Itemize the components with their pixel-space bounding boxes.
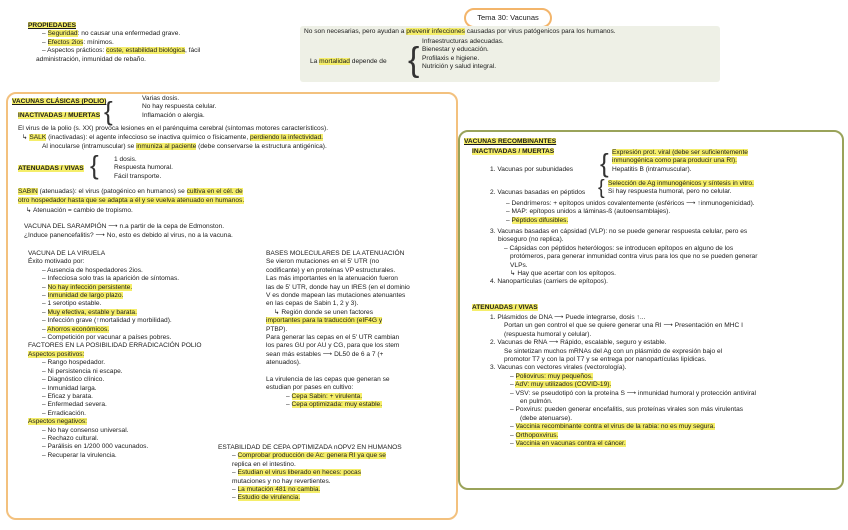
peptidos-list	[608, 180, 754, 197]
efectos-text: : mínimos.	[83, 38, 114, 46]
list-item: Inflamación o alergia.	[142, 111, 205, 119]
aspectos-text-2: administración, inmunidad de rebaño.	[36, 55, 146, 63]
brace-icon: {	[90, 150, 99, 180]
brace-icon: {	[598, 177, 605, 199]
list-item: – Infección grave (↑mortalidad y morbilidad).	[42, 317, 172, 325]
bases-line: ↳ Región donde se unen factores	[274, 308, 374, 316]
aspectos-text: , fácil	[184, 47, 201, 55]
list-item: – Vaccinia en vacunas contra el cáncer.	[510, 440, 626, 448]
list-item: 1 dosis.	[114, 156, 137, 163]
list-item: – Rechazo cultural.	[42, 434, 99, 442]
list-item: – MAP: epítopos unidos a láminas-ß (autoensamblajes).	[506, 208, 671, 216]
bases-line: Las más importantes en la atenuación fueron	[266, 275, 398, 283]
vlp-line: 3. Vacunas basadas en cápsidad (VLP): no se puede generar respuesta celular, pero es	[490, 228, 748, 235]
efectos-label: Efectos 2ios	[47, 38, 84, 46]
list-item: – Estudian el virus liberado en heces: pocas	[232, 469, 362, 477]
negativos-heading: Aspectos negativos:	[28, 418, 88, 426]
bases-line: Se vieron mutaciones en el 5' UTR (no	[266, 258, 380, 266]
bases-line: codificante) y en proteínas VP estructurales.	[266, 266, 396, 274]
aspectos-highlight: coste, estabilidad biológica	[106, 47, 185, 55]
list-item: – No hay infección persistente.	[42, 283, 133, 291]
sabin-line: SABIN (atenuadas): el virus (patogénico en humanos) se cultiva en el cél. de	[18, 188, 243, 195]
peptidos-label: 2. Vacunas basadas en péptidos	[490, 189, 586, 196]
list-item: Expresión prot. viral (debe ser suficientemente	[612, 149, 748, 156]
subunidades-label: 1. Vacunas por subunidades	[490, 166, 574, 173]
list-item: – Poxvirus: pueden generar encefalitis, sus proteínas virales son más virulentas	[510, 406, 744, 414]
list-item: – Comprobar producción de Ac: genera RI ya que se	[232, 452, 386, 460]
list-item: Respuesta humoral.	[114, 164, 174, 172]
propiedades-heading: PROPIEDADES	[28, 22, 76, 29]
atenuadas-heading: ATENUADAS / VIVAS	[472, 304, 538, 311]
list-item: replica en el intestino.	[232, 460, 296, 468]
list-item: – Orthopoxvirus.	[510, 431, 559, 439]
list-item: – No hay consenso universal.	[42, 426, 129, 434]
bases-line: los pares GU por AU y CG, para que los stem	[266, 342, 400, 350]
list-item: – VSV: se pseudotipó con la proteína S ⟶ inmunidad humoral y protección antiviral	[510, 389, 756, 397]
bases-line: sean más estables ⟶ DL50 de 6 a 7 (+	[266, 350, 384, 358]
virulencia-heading: La virulencia de las cepas que generan se	[266, 375, 390, 383]
list-item: protómeros, para generar inmunidad contra virus para los que no se pueden generar	[510, 253, 758, 261]
seguridad-label: Seguridad	[47, 30, 78, 38]
estabilidad-section	[218, 444, 454, 503]
list-item: Si hay respuesta humoral, pero no celular.	[608, 188, 732, 196]
peptidos-sublist	[506, 200, 755, 225]
brace-icon: {	[104, 96, 113, 126]
list-item: – Recuperar la virulencia.	[42, 451, 117, 459]
list-item: – AdV: muy utilizados (COVID-19).	[510, 381, 612, 389]
bases-line: las de 5' UTR, donde hay un IRES (en el dominio	[266, 283, 410, 291]
bases-line: Para generar las cepas en el 5' UTR cambian	[266, 334, 400, 342]
list-item: Varias dosis.	[142, 95, 180, 102]
sarampion-line-2: ¿Induce panencefalitis? ⟶ No, esto es debido al virus, no a la vacuna.	[24, 232, 233, 239]
atenuacion-line: ↳ Atenuación = cambio de tropismo.	[26, 207, 133, 214]
intro-line: No son necesarias, pero ayudan a prevenir infecciones causadas por virus patógenicos para los humanos.	[304, 28, 616, 35]
list-item: Fácil transporte.	[114, 172, 162, 180]
list-item: – Estudio de virulencia.	[232, 494, 301, 502]
vacunas-recombinantes-box	[458, 130, 844, 490]
vlp-line: bioseguro (no replica).	[498, 236, 564, 244]
bases-section	[266, 250, 452, 409]
virulencia-heading-2: estudian por pases en cultivo:	[266, 384, 354, 392]
list-item: – Parálisis en 1/200 000 vacunados.	[42, 443, 149, 451]
list-item: – Ahorros económicos.	[42, 325, 110, 333]
list-item: – Diagnóstico clínico.	[42, 376, 105, 384]
list-item: Nutrición y salud integral.	[422, 63, 497, 71]
list-item: (debe atenuarse).	[520, 414, 573, 422]
rna-line: 2. Vacunas de RNA ⟶ Rápido, escalable, seguro y estable.	[490, 339, 667, 347]
list-item: – La mutación 481 no cambia.	[232, 486, 321, 494]
viruela-section	[28, 250, 258, 460]
polio-text: El virus de la polio (s. XX) provoca lesiones en el parénquima cerebral (síntomas motores característicos).	[18, 125, 329, 132]
inactivadas-heading: INACTIVADAS / MUERTAS	[472, 148, 555, 155]
bases-heading: BASES MOLECULARES DE LA ATENUACIÓN	[266, 250, 405, 257]
list-item: – Cápsidas con péptidos heterólogos: se introducen epítopos en alguno de los	[504, 244, 734, 252]
list-item: – Dendrímeros: + epítopos unidos covalentemente (esféricos ⟶ ↑inmunogenicidad).	[506, 200, 755, 207]
salk-line-2: Al inocularse (intramuscular) se inmuniza al paciente (debe conservarse la estructura antigénica).	[42, 143, 327, 150]
plasmidos-line: (respuesta humoral y celular).	[504, 330, 592, 338]
erradicacion-heading: FACTORES EN LA POSIBILIDAD ERRADICACIÓN POLIO	[28, 342, 202, 350]
list-item: – Inmunidad de largo plazo.	[42, 292, 124, 300]
estabilidad-heading: ESTABILIDAD DE CEPA OPTIMIZADA nOPV2 EN HUMANOS	[218, 444, 402, 451]
list-item: Infraestructuras adecuadas.	[422, 38, 504, 45]
recombinantes-heading: VACUNAS RECOMBINANTES	[464, 138, 557, 145]
mortalidad-line: La mortalidad depende de	[310, 58, 387, 65]
bases-line: V es donde mapean las mutaciones atenuantes	[266, 292, 406, 300]
list-item: – Vaccinia recombinante contra el virus de la rabia: no es muy segura.	[510, 423, 716, 431]
seguridad-text: : no causar una enfermedad grave.	[77, 30, 181, 38]
list-item: – Enfermedad severa.	[42, 401, 107, 409]
list-item: ↳ Hay que acertar con los epítopos.	[510, 270, 616, 278]
rna-line: promotor T7 y con la pol T7 y se entrega por nanopartículas lipídicas.	[504, 356, 707, 364]
list-item: Profilaxis e higiene.	[422, 54, 480, 62]
list-item: – Erradicación.	[42, 409, 86, 417]
page-title: Tema 30: Vacunas	[464, 8, 552, 28]
sabin-line-2: otro hospedador hasta que se adapta a él y se vuelva atenuado en humanos.	[18, 197, 245, 204]
list-item: – Competición por vacunar a países pobres.	[42, 334, 172, 342]
atenuadas-list	[114, 156, 173, 181]
list-item: mutaciones y no hay revertientes.	[232, 477, 331, 485]
atenuadas-section	[490, 314, 830, 449]
list-item: en pulmón.	[520, 398, 553, 406]
vlp-section	[490, 228, 757, 287]
viruela-subheading: Éxito motivado por:	[28, 258, 85, 266]
atenuadas-heading: ATENUADAS / VIVAS	[18, 165, 84, 172]
bases-line: importantes para la traducción (eIF4G y	[266, 317, 383, 325]
brace-icon: {	[600, 148, 609, 178]
sarampion-line: VACUNA DEL SARAMPIÓN ⟶ n.a partir de la cepa de Edmonston.	[24, 223, 225, 230]
mortalidad-section	[300, 26, 720, 82]
rna-line: Se sintetizan muchos mRNAs del Ag con un plásmido de expresión bajo el	[504, 347, 723, 355]
inactivadas-list	[142, 95, 216, 120]
list-item: Hepatitis B (intramuscular).	[612, 165, 692, 173]
vacunas-clasicas-box	[6, 92, 458, 520]
list-item: – Ni persistencia ni escape.	[42, 367, 123, 375]
list-item: – 1 serotipo estable.	[42, 300, 102, 308]
plasmidos-line: 1. Plásmidos de DNA ⟶ Puede integrarse, dosis ↑...	[490, 314, 646, 321]
list-item: – Inmunidad larga.	[42, 384, 97, 392]
list-item: – Infecciosa solo tras la aparición de síntomas.	[42, 275, 180, 283]
bases-line: atenuados).	[266, 359, 301, 367]
subunidades-list	[612, 149, 748, 174]
inactivadas-heading: INACTIVADAS / MUERTAS	[18, 112, 101, 119]
list-item: – Rango hospedador.	[42, 359, 106, 367]
vectores-line: 3. Vacunas con vectores virales (vectorología).	[490, 364, 627, 372]
aspectos-label: Aspectos prácticos:	[47, 47, 107, 55]
list-item: – Péptidos difusibles.	[506, 216, 569, 224]
nanoparticulas-line: 4. Nanopartículas (carriers de epítopos).	[490, 278, 609, 286]
list-item: – Muy efectiva, estable y barata.	[42, 308, 137, 316]
list-item: inmunogénica como para producir una RI).	[612, 157, 737, 165]
list-item: No hay respuesta celular.	[142, 103, 217, 111]
list-item: – Cepa Sabin: + virulenta.	[286, 392, 363, 400]
plasmidos-line: Portan un gen control el que se quiere generar una RI ⟶ Presentación en MHC I	[504, 322, 743, 330]
list-item: Selección de Ag inmunogénicos y síntesis in vitro.	[608, 180, 754, 187]
salk-line: ↳ SALK (inactivadas): el agente infeccioso se inactiva químico o físicamente, perdiendo la infectividad.	[22, 134, 323, 141]
propiedades-section: PROPIEDADES – Seguridad: no causar una enfermedad grave. – Efectos 2ios: mínimos. – Aspectos prácticos: coste, estabilidad biológica, fácil administración, inmunidad de rebaño.	[28, 22, 201, 63]
list-item: VLPs.	[510, 261, 528, 269]
bases-line: PTBP).	[266, 325, 288, 333]
list-item: – Eficaz y barata.	[42, 392, 93, 400]
list-item: – Poliovirus: muy pequeños.	[510, 372, 593, 380]
brace-icon: {	[408, 41, 420, 79]
bases-line: en las cepas de Sabin 1, 2 y 3).	[266, 300, 359, 308]
list-item: Bienestar y educación.	[422, 46, 489, 54]
vacunas-clasicas-heading: VACUNAS CLÁSICAS (POLIO)	[12, 98, 107, 105]
list-item: – Ausencia de hospedadores 2ios.	[42, 266, 143, 274]
list-item: – Cepa optimizada: muy estable.	[286, 400, 383, 408]
positivos-heading: Aspectos positivos:	[28, 350, 85, 358]
mortalidad-list	[422, 38, 504, 72]
viruela-heading: VACUNA DE LA VIRUELA	[28, 250, 106, 257]
